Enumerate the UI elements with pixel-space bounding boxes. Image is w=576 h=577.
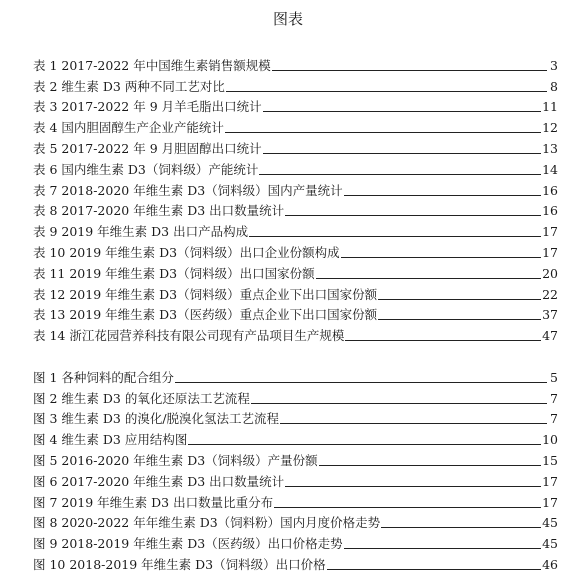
entry-page-number: 14 <box>542 161 558 177</box>
dot-leader <box>378 299 541 300</box>
entry-page-number: 11 <box>542 99 558 115</box>
entry-label: 图 8 2020-2022 年年维生素 D3（饲料粉）国内月度价格走势 <box>33 515 381 531</box>
entry-label: 表 13 2019 年维生素 D3（医药级）重点企业下出口国家份额 <box>33 307 378 323</box>
toc-entry <box>33 115 558 136</box>
dot-leader <box>285 486 541 487</box>
entry-label: 图 10 2018-2019 年维生素 D3（饲料级）出口价格 <box>33 556 326 572</box>
toc-entry <box>33 469 558 490</box>
entry-page-number: 17 <box>542 244 558 260</box>
toc-entry <box>33 365 558 386</box>
entry-label: 表 2 维生素 D3 两种不同工艺对比 <box>33 78 225 94</box>
entry-page-number: 16 <box>542 182 558 198</box>
entry-page-number: 7 <box>550 390 558 406</box>
toc-entry <box>33 95 558 116</box>
entry-label: 图 7 2019 年维生素 D3 出口数量比重分布 <box>33 494 274 510</box>
dot-leader <box>272 70 547 71</box>
entry-label: 表 4 国内胆固醇生产企业产能统计 <box>33 120 224 136</box>
entry-label: 表 1 2017-2022 年中国维生素销售额规模 <box>33 57 271 73</box>
entry-page-number: 13 <box>542 140 558 156</box>
dot-leader <box>345 340 541 341</box>
dot-leader <box>327 569 541 570</box>
dot-leader <box>175 382 547 383</box>
toc-entry <box>33 303 558 324</box>
toc-entry <box>33 53 558 74</box>
entry-label: 图 1 各种饲料的配合组分 <box>33 369 174 385</box>
toc-entry <box>33 261 558 282</box>
toc-entry <box>33 240 558 261</box>
entry-page-number: 45 <box>542 515 558 531</box>
entry-label: 图 9 2018-2019 年维生素 D3（医药级）出口价格走势 <box>33 536 343 552</box>
entry-label: 图 6 2017-2020 年维生素 D3 出口数量统计 <box>33 473 285 489</box>
dot-leader <box>251 403 547 404</box>
dot-leader <box>249 236 541 237</box>
dot-leader <box>274 507 541 508</box>
dot-leader <box>226 91 547 92</box>
entry-label: 图 3 维生素 D3 的溴化/脱溴化氢法工艺流程 <box>33 411 280 427</box>
entry-page-number: 47 <box>542 328 558 344</box>
table-list <box>33 53 558 344</box>
entry-page-number: 17 <box>542 494 558 510</box>
entry-label: 表 6 国内维生素 D3（饲料级）产能统计 <box>33 161 259 177</box>
figure-list <box>33 365 558 573</box>
toc-entry <box>33 386 558 407</box>
entry-page-number: 3 <box>550 57 558 73</box>
dot-leader <box>344 548 541 549</box>
entry-page-number: 12 <box>542 120 558 136</box>
entry-label: 图 2 维生素 D3 的氧化还原法工艺流程 <box>33 390 250 406</box>
entry-label: 表 10 2019 年维生素 D3（饲料级）出口企业份额构成 <box>33 244 340 260</box>
dot-leader <box>344 195 541 196</box>
toc-entry <box>33 136 558 157</box>
dot-leader <box>263 153 541 154</box>
entry-page-number: 10 <box>542 432 558 448</box>
entry-page-number: 22 <box>542 286 558 302</box>
toc-entry <box>33 157 558 178</box>
dot-leader <box>381 527 541 528</box>
entry-label: 表 14 浙江花园营养科技有限公司现有产品项目生产规模 <box>33 328 345 344</box>
toc-entry <box>33 323 558 344</box>
dot-leader <box>378 319 541 320</box>
entry-page-number: 17 <box>542 224 558 240</box>
toc-entry <box>33 74 558 95</box>
toc-entry <box>33 427 558 448</box>
entry-label: 表 5 2017-2022 年 9 月胆固醇出口统计 <box>33 140 262 156</box>
entry-page-number: 7 <box>550 411 558 427</box>
dot-leader <box>259 174 541 175</box>
toc-entry <box>33 490 558 511</box>
entry-page-number: 8 <box>550 78 558 94</box>
toc-entry <box>33 407 558 428</box>
entry-label: 表 11 2019 年维生素 D3（饲料级）出口国家份额 <box>33 265 315 281</box>
dot-leader <box>341 257 542 258</box>
page-title: 图表 <box>272 10 303 28</box>
entry-label: 表 3 2017-2022 年 9 月羊毛脂出口统计 <box>33 99 262 115</box>
dot-leader <box>188 444 541 445</box>
entry-label: 图 5 2016-2020 年维生素 D3（饲料级）产量份额 <box>33 452 318 468</box>
entry-page-number: 20 <box>542 265 558 281</box>
entry-page-number: 37 <box>542 307 558 323</box>
toc-entry <box>33 531 558 552</box>
dot-leader <box>316 278 542 279</box>
toc-entry <box>33 552 558 573</box>
entry-label: 图 4 维生素 D3 应用结构图 <box>33 432 188 448</box>
entry-label: 表 9 2019 年维生素 D3 出口产品构成 <box>33 224 249 240</box>
dot-leader <box>285 215 541 216</box>
entry-page-number: 16 <box>542 203 558 219</box>
toc-entry <box>33 199 558 220</box>
dot-leader <box>280 423 547 424</box>
toc-entry <box>33 448 558 469</box>
entry-page-number: 46 <box>542 556 558 572</box>
entry-page-number: 15 <box>542 452 558 468</box>
toc-entry <box>33 219 558 240</box>
entry-label: 表 7 2018-2020 年维生素 D3（饲料级）国内产量统计 <box>33 182 343 198</box>
dot-leader <box>319 465 541 466</box>
entry-page-number: 17 <box>542 473 558 489</box>
entry-label: 表 8 2017-2020 年维生素 D3 出口数量统计 <box>33 203 285 219</box>
toc-entry <box>33 282 558 303</box>
dot-leader <box>263 111 541 112</box>
entry-page-number: 5 <box>550 369 558 385</box>
entry-label: 表 12 2019 年维生素 D3（饲料级）重点企业下出口国家份额 <box>33 286 378 302</box>
entry-page-number: 45 <box>542 536 558 552</box>
toc-entry <box>33 178 558 199</box>
dot-leader <box>225 132 541 133</box>
toc-entry <box>33 511 558 532</box>
